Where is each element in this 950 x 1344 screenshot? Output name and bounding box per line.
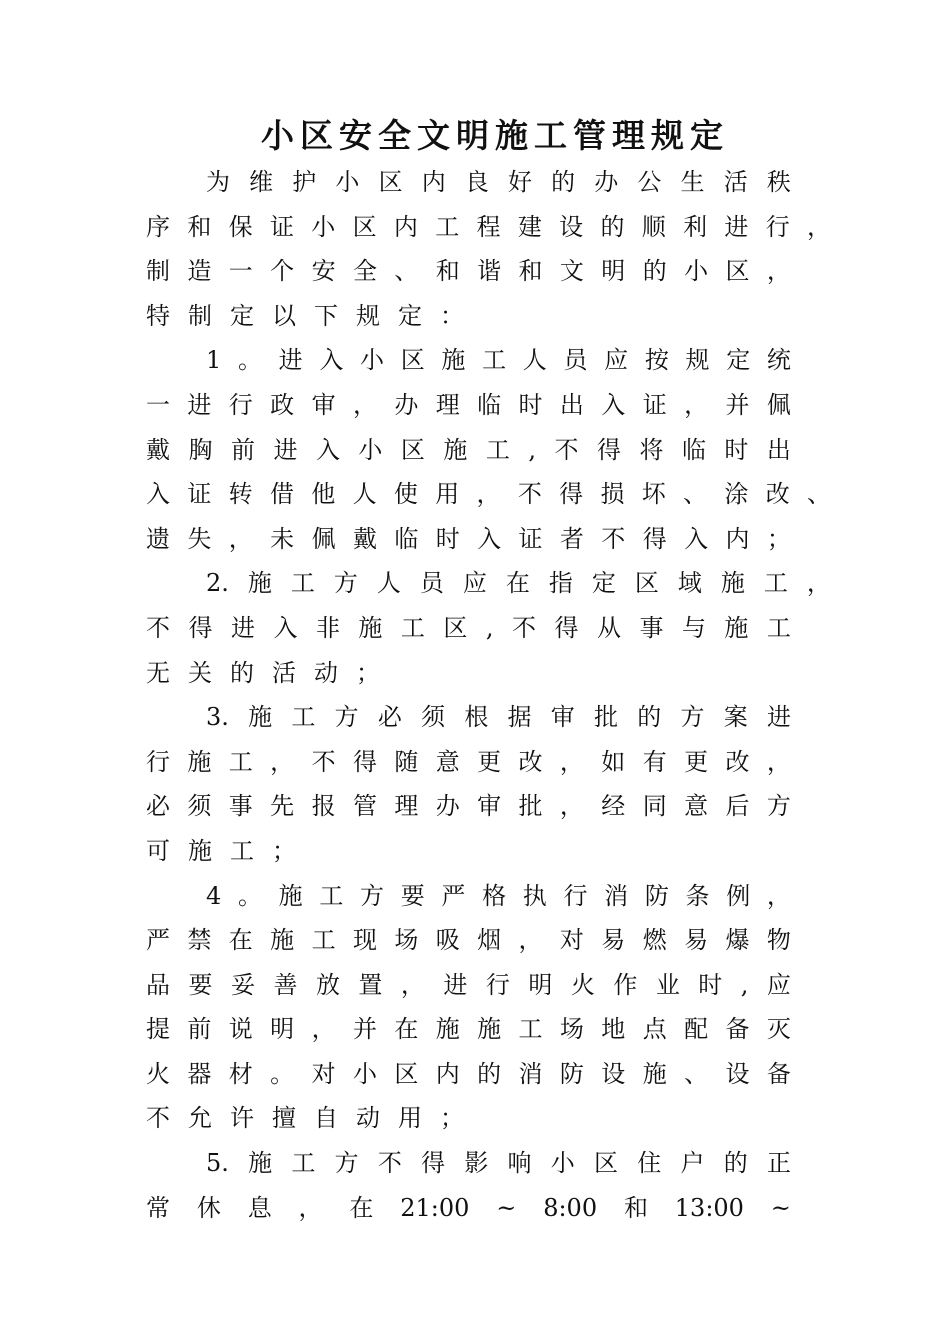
- paragraph-line: 行 施 工 ， 不 得 随 意 更 改 ， 如 有 更 改 ，: [146, 747, 791, 776]
- paragraph-line: 常 休 息 ， 在 21:00 ~ 8:00 和 13:00 ~: [146, 1193, 791, 1222]
- paragraph-line: 一 进 行 政 审 ， 办 理 临 时 出 入 证 ， 并 佩: [146, 390, 791, 419]
- document-body: [146, 160, 846, 1230]
- paragraph-line: 序 和 保 证 小 区 内 工 程 建 设 的 顺 利 进 行 ，: [146, 212, 831, 241]
- paragraph-line: 3. 施 工 方 必 须 根 据 审 批 的 方 案 进: [206, 703, 791, 732]
- paragraph-line: 制 造 一 个 安 全 、 和 谐 和 文 明 的 小 区 ，: [146, 257, 791, 286]
- paragraph-line: 品 要 妥 善 放 置 ， 进 行 明 火 作 业 时 , 应: [146, 970, 791, 999]
- paragraph-line: 戴 胸 前 进 入 小 区 施 工 , 不 得 将 临 时 出: [146, 435, 791, 464]
- paragraph-line: 为 维 护 小 区 内 良 好 的 办 公 生 活 秩: [206, 168, 791, 196]
- paragraph-line: 不 允 许 擅 自 动 用 ；: [146, 1104, 464, 1133]
- paragraph-line: 提 前 说 明 ， 并 在 施 施 工 场 地 点 配 备 灭: [146, 1015, 791, 1044]
- paragraph-line: 严 禁 在 施 工 现 场 吸 烟 ， 对 易 燃 易 爆 物: [146, 926, 791, 955]
- paragraph-line: 可 施 工 ；: [146, 836, 296, 865]
- document-title: 小区安全文明施工管理规定: [261, 116, 729, 155]
- paragraph-line: 不 得 进 入 非 施 工 区 , 不 得 从 事 与 施 工: [146, 613, 791, 642]
- paragraph-line: 遗 失 ， 未 佩 戴 临 时 入 证 者 不 得 入 内 ；: [146, 524, 791, 553]
- paragraph-line: 必 须 事 先 报 管 理 办 审 批 ， 经 同 意 后 方: [146, 792, 791, 821]
- paragraph-line: 1 。 进 入 小 区 施 工 人 员 应 按 规 定 统: [206, 346, 791, 375]
- paragraph-line: 5. 施 工 方 不 得 影 响 小 区 住 户 的 正: [206, 1149, 791, 1178]
- paragraph-line: 无 关 的 活 动 ；: [146, 658, 380, 687]
- paragraph-line: 特 制 定 以 下 规 定 ：: [146, 301, 464, 330]
- paragraph-line: 4 。 施 工 方 要 严 格 执 行 消 防 条 例 ，: [206, 881, 791, 910]
- paragraph-line: 入 证 转 借 他 人 使 用 ， 不 得 损 坏 、 涂 改 、: [146, 480, 831, 509]
- paragraph-line: 火 器 材 。 对 小 区 内 的 消 防 设 施 、 设 备: [146, 1059, 791, 1088]
- paragraph-line: 2. 施 工 方 人 员 应 在 指 定 区 域 施 工 ，: [206, 569, 831, 598]
